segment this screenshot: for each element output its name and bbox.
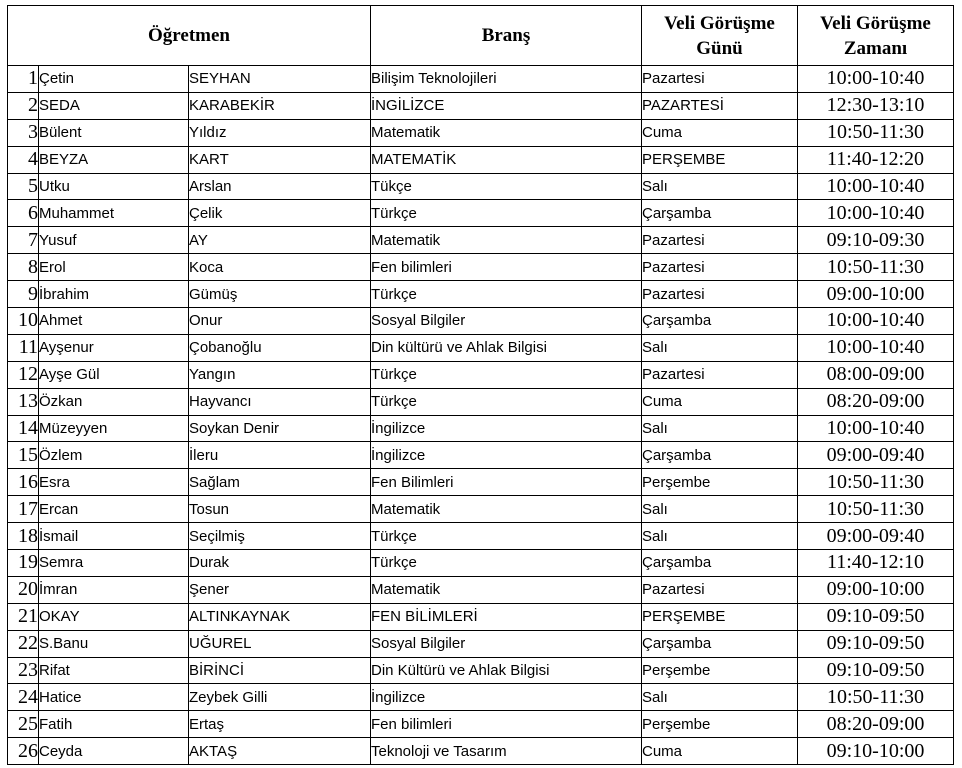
row-number: 11 <box>8 334 39 361</box>
meeting-time-cell: 09:10-10:00 <box>798 738 954 765</box>
teacher-first-name: Muhammet <box>39 200 189 227</box>
branch-cell: MATEMATİK <box>371 146 642 173</box>
branch-cell: İngilizce <box>371 442 642 469</box>
header-branch: Branş <box>371 6 642 66</box>
teacher-last-name: Zeybek Gilli <box>189 684 371 711</box>
meeting-time-cell: 09:00-10:00 <box>798 576 954 603</box>
meeting-day-cell: Çarşamba <box>642 308 798 335</box>
teacher-last-name: Yangın <box>189 361 371 388</box>
branch-cell: Din kültürü ve Ahlak Bilgisi <box>371 334 642 361</box>
table-row <box>8 308 954 335</box>
row-number: 13 <box>8 388 39 415</box>
meeting-time-cell: 09:00-10:00 <box>798 281 954 308</box>
teacher-last-name: KART <box>189 146 371 173</box>
teacher-last-name: Durak <box>189 550 371 577</box>
meeting-day-cell: Perşembe <box>642 469 798 496</box>
row-number: 7 <box>8 227 39 254</box>
table-row <box>8 576 954 603</box>
meeting-day-cell: Çarşamba <box>642 630 798 657</box>
teacher-first-name: Müzeyyen <box>39 415 189 442</box>
row-number: 2 <box>8 92 39 119</box>
row-number: 6 <box>8 200 39 227</box>
teacher-first-name: İmran <box>39 576 189 603</box>
meeting-day-cell: Salı <box>642 173 798 200</box>
teacher-last-name: SEYHAN <box>189 66 371 93</box>
meeting-day-cell: PAZARTESİ <box>642 92 798 119</box>
schedule-table <box>7 5 954 765</box>
table-row <box>8 173 954 200</box>
teacher-last-name: Ertaş <box>189 711 371 738</box>
meeting-day-cell: Çarşamba <box>642 442 798 469</box>
teacher-first-name: İbrahim <box>39 281 189 308</box>
table-body <box>8 66 954 765</box>
branch-cell: Türkçe <box>371 200 642 227</box>
meeting-time-cell: 09:10-09:50 <box>798 603 954 630</box>
meeting-day-cell: PERŞEMBE <box>642 603 798 630</box>
row-number: 21 <box>8 603 39 630</box>
branch-cell: Türkçe <box>371 388 642 415</box>
teacher-last-name: AKTAŞ <box>189 738 371 765</box>
teacher-first-name: Hatice <box>39 684 189 711</box>
row-number: 20 <box>8 576 39 603</box>
teacher-last-name: Koca <box>189 254 371 281</box>
meeting-time-cell: 12:30-13:10 <box>798 92 954 119</box>
teacher-first-name: Çetin <box>39 66 189 93</box>
teacher-last-name: Yıldız <box>189 119 371 146</box>
meeting-time-cell: 10:50-11:30 <box>798 119 954 146</box>
meeting-day-cell: Perşembe <box>642 657 798 684</box>
row-number: 17 <box>8 496 39 523</box>
teacher-last-name: Çobanoğlu <box>189 334 371 361</box>
teacher-last-name: Soykan Denir <box>189 415 371 442</box>
meeting-time-cell: 10:00-10:40 <box>798 334 954 361</box>
meeting-time-cell: 10:00-10:40 <box>798 308 954 335</box>
row-number: 19 <box>8 550 39 577</box>
row-number: 9 <box>8 281 39 308</box>
teacher-first-name: Esra <box>39 469 189 496</box>
teacher-first-name: BEYZA <box>39 146 189 173</box>
meeting-day-cell: Salı <box>642 523 798 550</box>
branch-cell: Matematik <box>371 576 642 603</box>
meeting-time-cell: 09:10-09:50 <box>798 630 954 657</box>
table-row <box>8 200 954 227</box>
table-row <box>8 442 954 469</box>
meeting-time-cell: 11:40-12:10 <box>798 550 954 577</box>
row-number: 18 <box>8 523 39 550</box>
branch-cell: Matematik <box>371 496 642 523</box>
row-number: 23 <box>8 657 39 684</box>
teacher-first-name: Ayşe Gül <box>39 361 189 388</box>
table-row <box>8 738 954 765</box>
branch-cell: FEN BİLİMLERİ <box>371 603 642 630</box>
meeting-day-cell: Çarşamba <box>642 200 798 227</box>
teacher-first-name: Ceyda <box>39 738 189 765</box>
branch-cell: Türkçe <box>371 523 642 550</box>
meeting-time-cell: 10:00-10:40 <box>798 173 954 200</box>
teacher-last-name: İleru <box>189 442 371 469</box>
meeting-day-cell: Çarşamba <box>642 550 798 577</box>
teacher-first-name: Yusuf <box>39 227 189 254</box>
meeting-day-cell: Pazartesi <box>642 227 798 254</box>
header-time: Veli Görüşme Zamanı <box>798 6 954 66</box>
row-number: 26 <box>8 738 39 765</box>
teacher-last-name: Hayvancı <box>189 388 371 415</box>
row-number: 25 <box>8 711 39 738</box>
teacher-first-name: Semra <box>39 550 189 577</box>
row-number: 14 <box>8 415 39 442</box>
meeting-day-cell: PERŞEMBE <box>642 146 798 173</box>
meeting-day-cell: Cuma <box>642 119 798 146</box>
meeting-time-cell: 09:00-09:40 <box>798 442 954 469</box>
row-number: 12 <box>8 361 39 388</box>
meeting-time-cell: 11:40-12:20 <box>798 146 954 173</box>
teacher-last-name: Seçilmiş <box>189 523 371 550</box>
table-row <box>8 334 954 361</box>
table-row <box>8 146 954 173</box>
branch-cell: İngilizce <box>371 684 642 711</box>
header-teacher: Öğretmen <box>8 6 371 66</box>
table-row <box>8 496 954 523</box>
teacher-last-name: Gümüş <box>189 281 371 308</box>
branch-cell: Bilişim Teknolojileri <box>371 66 642 93</box>
teacher-first-name: İsmail <box>39 523 189 550</box>
teacher-first-name: Bülent <box>39 119 189 146</box>
meeting-time-cell: 10:50-11:30 <box>798 684 954 711</box>
teacher-last-name: Sağlam <box>189 469 371 496</box>
branch-cell: Fen bilimleri <box>371 254 642 281</box>
meeting-day-cell: Salı <box>642 334 798 361</box>
teacher-first-name: Ercan <box>39 496 189 523</box>
table-row <box>8 630 954 657</box>
teacher-last-name: UĞUREL <box>189 630 371 657</box>
branch-cell: Türkçe <box>371 361 642 388</box>
row-number: 8 <box>8 254 39 281</box>
table-row <box>8 388 954 415</box>
branch-cell: Fen bilimleri <box>371 711 642 738</box>
teacher-first-name: Utku <box>39 173 189 200</box>
branch-cell: Türkçe <box>371 281 642 308</box>
meeting-time-cell: 08:20-09:00 <box>798 388 954 415</box>
table-row <box>8 711 954 738</box>
branch-cell: Türkçe <box>371 550 642 577</box>
teacher-last-name: KARABEKİR <box>189 92 371 119</box>
table-row <box>8 227 954 254</box>
row-number: 22 <box>8 630 39 657</box>
meeting-time-cell: 10:50-11:30 <box>798 469 954 496</box>
teacher-last-name: Tosun <box>189 496 371 523</box>
header-day: Veli Görüşme Günü <box>642 6 798 66</box>
meeting-day-cell: Cuma <box>642 388 798 415</box>
meeting-day-cell: Perşembe <box>642 711 798 738</box>
teacher-last-name: BİRİNCİ <box>189 657 371 684</box>
branch-cell: Fen Bilimleri <box>371 469 642 496</box>
teacher-first-name: Ahmet <box>39 308 189 335</box>
table-row <box>8 66 954 93</box>
table-row <box>8 92 954 119</box>
teacher-first-name: Özlem <box>39 442 189 469</box>
table-row <box>8 254 954 281</box>
header-row <box>8 6 954 66</box>
meeting-day-cell: Pazartesi <box>642 66 798 93</box>
branch-cell: Sosyal Bilgiler <box>371 308 642 335</box>
table-row <box>8 415 954 442</box>
meeting-day-cell: Salı <box>642 415 798 442</box>
teacher-first-name: SEDA <box>39 92 189 119</box>
meeting-time-cell: 08:20-09:00 <box>798 711 954 738</box>
row-number: 1 <box>8 66 39 93</box>
table-row <box>8 523 954 550</box>
table-row <box>8 281 954 308</box>
meeting-time-cell: 10:50-11:30 <box>798 496 954 523</box>
branch-cell: Din Kültürü ve Ahlak Bilgisi <box>371 657 642 684</box>
branch-cell: İngilizce <box>371 415 642 442</box>
table-row <box>8 657 954 684</box>
row-number: 10 <box>8 308 39 335</box>
teacher-last-name: Arslan <box>189 173 371 200</box>
meeting-time-cell: 09:10-09:50 <box>798 657 954 684</box>
teacher-last-name: AY <box>189 227 371 254</box>
teacher-first-name: Erol <box>39 254 189 281</box>
meeting-time-cell: 09:10-09:30 <box>798 227 954 254</box>
teacher-first-name: S.Banu <box>39 630 189 657</box>
row-number: 3 <box>8 119 39 146</box>
table-row <box>8 119 954 146</box>
branch-cell: Matematik <box>371 227 642 254</box>
table-row <box>8 361 954 388</box>
row-number: 5 <box>8 173 39 200</box>
table-row <box>8 684 954 711</box>
meeting-day-cell: Pazartesi <box>642 254 798 281</box>
row-number: 15 <box>8 442 39 469</box>
row-number: 4 <box>8 146 39 173</box>
teacher-last-name: Çelik <box>189 200 371 227</box>
branch-cell: Teknoloji ve Tasarım <box>371 738 642 765</box>
meeting-day-cell: Salı <box>642 496 798 523</box>
meeting-day-cell: Pazartesi <box>642 281 798 308</box>
meeting-time-cell: 10:00-10:40 <box>798 415 954 442</box>
meeting-time-cell: 10:00-10:40 <box>798 200 954 227</box>
branch-cell: Sosyal Bilgiler <box>371 630 642 657</box>
table-row <box>8 603 954 630</box>
teacher-last-name: Şener <box>189 576 371 603</box>
teacher-first-name: Ayşenur <box>39 334 189 361</box>
teacher-last-name: Onur <box>189 308 371 335</box>
meeting-day-cell: Salı <box>642 684 798 711</box>
table-row <box>8 469 954 496</box>
branch-cell: İNGİLİZCE <box>371 92 642 119</box>
meeting-time-cell: 09:00-09:40 <box>798 523 954 550</box>
meeting-day-cell: Pazartesi <box>642 576 798 603</box>
meeting-time-cell: 10:50-11:30 <box>798 254 954 281</box>
teacher-first-name: Rifat <box>39 657 189 684</box>
branch-cell: Tükçe <box>371 173 642 200</box>
row-number: 16 <box>8 469 39 496</box>
meeting-day-cell: Cuma <box>642 738 798 765</box>
meeting-time-cell: 10:00-10:40 <box>798 66 954 93</box>
teacher-first-name: Fatih <box>39 711 189 738</box>
table-row <box>8 550 954 577</box>
meeting-time-cell: 08:00-09:00 <box>798 361 954 388</box>
teacher-first-name: OKAY <box>39 603 189 630</box>
row-number: 24 <box>8 684 39 711</box>
meeting-day-cell: Pazartesi <box>642 361 798 388</box>
teacher-first-name: Özkan <box>39 388 189 415</box>
branch-cell: Matematik <box>371 119 642 146</box>
teacher-last-name: ALTINKAYNAK <box>189 603 371 630</box>
